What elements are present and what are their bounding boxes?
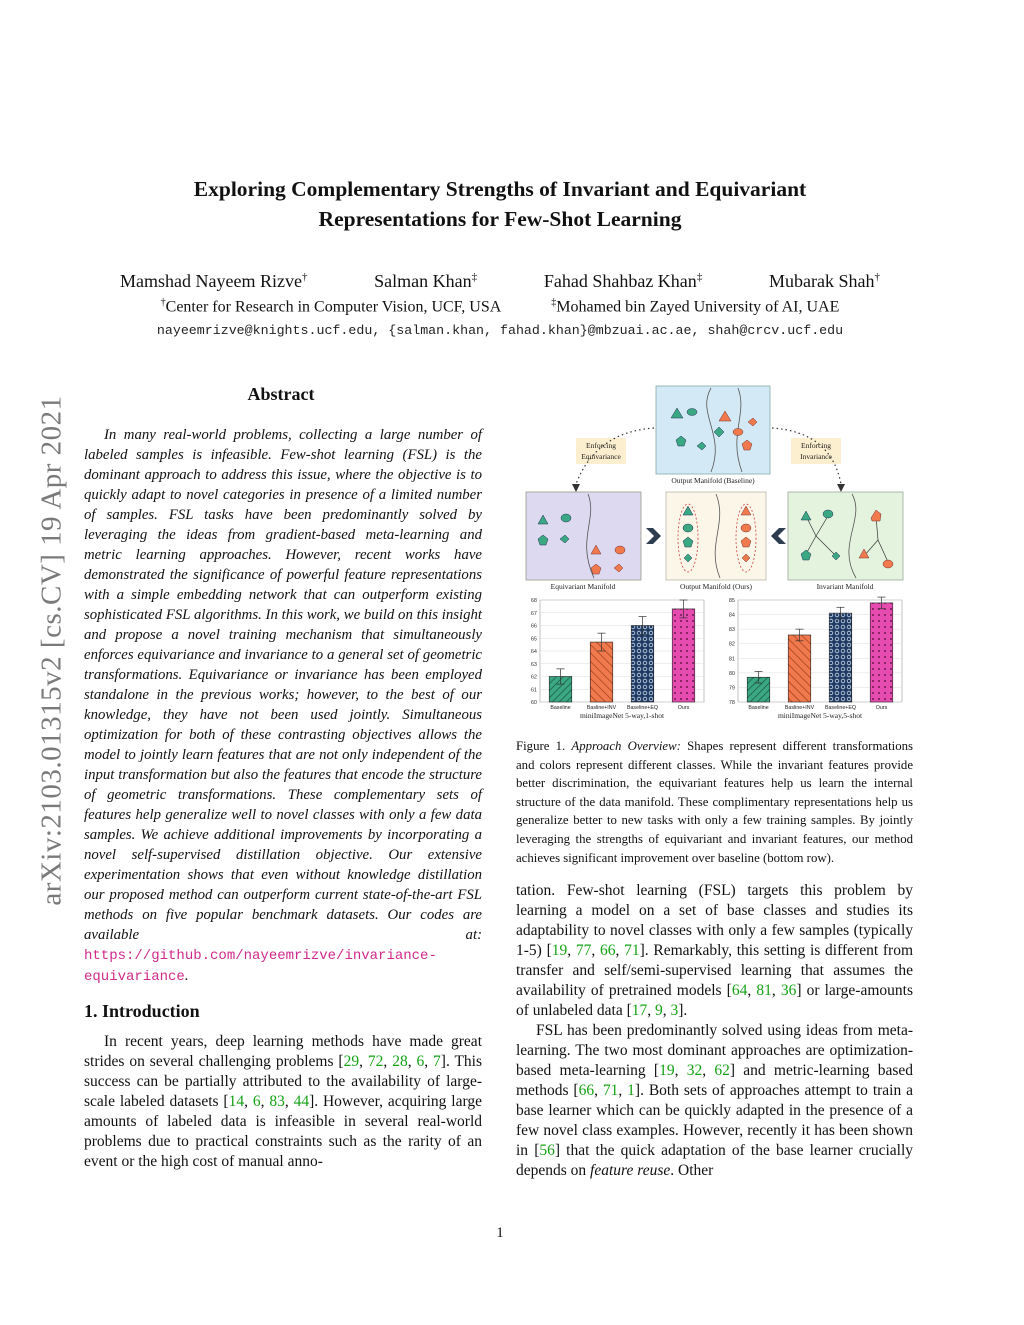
body-text: ]. Both sets of approaches attempt to train a base learner which can be quickly adapted in the presence of a few novel class examples. However, recently it has been shown in [: [516, 1082, 914, 1160]
affiliation: [161, 297, 502, 316]
y-tick-label: 79: [728, 685, 735, 692]
y-tick-label: 64: [530, 649, 537, 655]
chart-1shot: [531, 598, 704, 720]
affiliation-mark: ‡: [551, 297, 557, 308]
affiliation: [551, 297, 839, 316]
citation-link[interactable]: 71: [624, 942, 640, 960]
citation-link[interactable]: 36: [780, 982, 797, 1000]
abstract-end: .: [184, 968, 189, 984]
bar: [788, 635, 811, 702]
chart-5shot: [729, 597, 902, 720]
citation-link[interactable]: 66: [599, 942, 616, 960]
citation-link[interactable]: 77: [575, 942, 592, 960]
citation-link[interactable]: 19: [659, 1062, 675, 1080]
citation-link[interactable]: 3: [670, 1002, 679, 1020]
label-enforce-invariance-2: Invariance: [800, 452, 832, 461]
label-enforce-equivariance-1: Enforcing: [586, 441, 616, 450]
citation-link[interactable]: 17: [631, 1002, 648, 1020]
author-name: Fahad Shahbaz Khan: [543, 271, 697, 291]
body-text: tation. Few-shot learning (FSL) targets this problem by learning a model on a set of base classes and studies its adaptability to novel classes with only a few samples (typically 1-5) [: [516, 882, 913, 960]
x-axis-label: miniImageNet 5-way,1-shot: [579, 711, 665, 720]
intro-text: ]. However, acquiring large amounts of labeled data is infeasible in several real-world problems due to practical constraints such as the rarity of an event or the high cost of manual anno-: [84, 1093, 482, 1170]
label-invariant-manifold: Invariant Manifold: [816, 582, 874, 591]
baseline-manifold-panel: [656, 386, 770, 474]
citation-link[interactable]: 6: [252, 1093, 261, 1110]
label-output-ours: Output Manifold (Ours): [679, 582, 753, 591]
intro-paragraph: tation. Few-shot learning (FSL) targets this problem by learning a model on a set of base classes and studies its adaptability to novel classes with only a few samples (typically 1-5) [19, 77, 66, 71]. Remarkably, this setting is different from transfer and self/semi-supervised learning that assumes the availability of pretrained models [64, 81, 36] or large-amounts of unlabeled data [17, 9, 3].: [516, 882, 913, 1020]
y-tick-label: 60: [530, 700, 537, 706]
intro-paragraph: In recent years, deep learning methods have made great strides on several challenging problems [29, 72, 28, 6, 7]. This success can be partially attributed to the availability of large-scale labeled datasets [14, 6, 83, 44]. However, acquiring large amounts of labeled data is infeasible in several real-world problems due to practical constraints such as the rarity of an event or the high cost of manual anno-: [84, 1033, 483, 1170]
author-mark: †: [301, 271, 308, 283]
citation-link[interactable]: 6: [416, 1053, 425, 1070]
y-tick-label: 66: [530, 623, 537, 630]
affiliation-text: Mohamed bin Zayed University of AI, UAE: [556, 298, 840, 316]
author: [769, 271, 880, 292]
author-mark: ‡: [471, 271, 478, 283]
author-name: Mubarak Shah: [769, 271, 875, 291]
caption-text: Shapes represent different transformations and colors represent different classes. While the invariant features provide better discrimination, the equivariant features help us learn the internal structure of the data manifold. These complimentary representations help us generalize better to new tasks with only a few training samples. By jointly leveraging the strengths of equivariant and invariant features, our method achieves significant improvement over baseline (bottom row).: [516, 739, 913, 865]
right-body-text: [516, 881, 913, 1181]
author: [544, 271, 702, 292]
y-tick-label: 61: [530, 687, 537, 694]
body-text: ] and metric-learning based methods [: [516, 1062, 914, 1100]
y-tick-label: 82: [728, 641, 735, 648]
bar: [829, 613, 852, 702]
citation-link[interactable]: 83: [269, 1093, 285, 1110]
section-heading-introduction: 1. Introduction: [84, 1001, 200, 1021]
y-tick-label: 81: [728, 656, 735, 663]
y-tick-label: 68: [530, 598, 537, 604]
x-tick-label: Basline+INV: [586, 705, 617, 711]
citation-link[interactable]: 9: [655, 1002, 663, 1020]
body-text: . Other: [670, 1162, 714, 1180]
citation-link[interactable]: 66: [578, 1082, 595, 1100]
author-name: Salman Khan: [374, 271, 472, 291]
citation-link[interactable]: 44: [293, 1093, 310, 1110]
body-emphasis: feature reuse: [590, 1162, 671, 1180]
citation-link[interactable]: 81: [756, 982, 772, 1000]
label-equivariant-manifold: Equivariant Manifold: [550, 582, 616, 591]
abstract-body: In many real-world problems, collecting a large number of labeled samples is infeasible. Few-shot learning (FSL) is the dominant approach to address this issue, where the objective is to quickly adapt to novel categories in presence of a limited number of samples. FSL tasks have been predominantly solved by leveraging the ideas from gradient-based meta-learning and metric learning approaches. However, recent works have demonstrated the significance of powerful feature representations with a simple embedding network that can outperform existing sophisticated FSL algorithms. In this work, we build on this insight and propose a novel training mechanism that simultaneously enforces equivariance and invariance to a general set of geometric transformations. Equivariance or invariance has been employed standalone in the previous works; however, to the best of our knowledge, they have not been used jointly. Simultaneous optimization for both of these contrasting objectives allows the model to jointly learn features that are not only independent of the input transformation but also the features that encode the structure of geometric transformations. These complementary sets of features help generalize well to novel classes with only a few data samples. We achieve additional improvements by incorporating a novel self-supervised distillation objective. Our extensive experimentation shows that even without knowledge distillation our proposed method can outperform current state-of-the-art FSL methods on five popular benchmark datasets. Our codes are available at:: [84, 427, 482, 943]
caption-title: Approach Overview:: [571, 739, 681, 753]
page-number: 1: [496, 1225, 504, 1241]
citation-link[interactable]: 32: [686, 1062, 703, 1080]
y-tick-label: 85: [728, 598, 735, 604]
paper-title: [120, 174, 880, 234]
abstract-text: [84, 425, 482, 987]
x-axis-label: miniImageNet 5-way,5-shot: [777, 711, 863, 720]
intro-text: In recent years, deep learning methods have made great strides on several challenging problems [: [84, 1033, 482, 1070]
bar: [870, 603, 893, 702]
citation-link[interactable]: 19: [551, 942, 568, 960]
affiliation-text: Center for Research in Computer Vision, UCF, USA: [165, 298, 502, 316]
right-column: [516, 384, 913, 1181]
citation-link[interactable]: 72: [367, 1053, 384, 1070]
body-text: ].: [678, 1002, 688, 1020]
body-text: ] that the quick adaptation of the base learner crucially depends on: [516, 1142, 914, 1180]
y-tick-label: 62: [530, 674, 537, 681]
x-tick-label: Baseline+EQ: [626, 705, 659, 711]
label-enforce-equivariance-2: Equivariance: [581, 452, 621, 461]
body-text: ]. Remarkably, this setting is different from transfer and self/semi-supervised learning that assumes the availability of pretrained models [: [516, 942, 913, 1000]
abstract-heading: Abstract: [247, 384, 315, 404]
citation-link[interactable]: 1: [627, 1082, 635, 1100]
x-tick-label: Basline+INV: [784, 705, 815, 711]
citation-link[interactable]: 71: [602, 1082, 619, 1100]
title-line-2: Representations for Few-Shot Learning: [318, 207, 682, 231]
arxiv-identifier: arXiv:2103.01315v2 [cs.CV] 19 Apr 2021: [35, 394, 68, 906]
x-tick-label: Baseline: [748, 705, 769, 711]
affiliation-mark: †: [160, 297, 166, 308]
citation-link[interactable]: 56: [539, 1142, 555, 1160]
bar: [631, 626, 654, 703]
citation-link[interactable]: 14: [228, 1093, 245, 1110]
citation-link[interactable]: 28: [392, 1053, 408, 1070]
figure-1: [516, 384, 913, 729]
intro-text: ]. This success can be partially attributed to the availability of large-scale labeled datasets [: [84, 1053, 483, 1110]
approach-overview-figure: [516, 384, 913, 729]
x-tick-label: Ours: [677, 705, 690, 711]
author-list: [100, 271, 900, 292]
y-tick-label: 63: [530, 661, 537, 668]
affiliations: [100, 297, 900, 316]
y-tick-label: 84: [728, 612, 735, 619]
y-tick-label: 65: [530, 636, 537, 643]
citation-link[interactable]: 64: [731, 982, 748, 1000]
bar: [672, 609, 695, 702]
label-enforce-invariance-1: Enforcing: [801, 441, 831, 450]
y-tick-label: 67: [530, 610, 537, 617]
citation-link[interactable]: 62: [714, 1062, 730, 1080]
author-name: Mamshad Nayeem Rizve: [120, 271, 302, 291]
author-mark: ‡: [696, 271, 703, 283]
author: [120, 271, 307, 292]
x-tick-label: Baseline+EQ: [824, 705, 857, 711]
body-text: ] or large-amounts of unlabeled data [: [516, 982, 913, 1020]
left-column: [84, 384, 482, 1172]
author-emails: nayeemrizve@knights.ucf.edu, {salman.khan, fahad.khan}@mbzuai.ac.ae, shah@crcv.ucf.edu: [156, 323, 844, 338]
intro-paragraph: FSL has been predominantly solved using ideas from meta-learning. The two most dominant approaches are optimization-based meta-learning [19, 32, 62] and metric-learning based methods [66, 71, 1]. Both sets of approaches attempt to train a base learner which can be quickly adapted in the presence of a few novel class examples. However, recently it has been shown in [56] that the quick adaptation of the base learner crucially depends on feature reuse. Other: [516, 1022, 914, 1180]
y-tick-label: 80: [728, 670, 735, 677]
author-mark: †: [874, 271, 880, 283]
caption-label: Figure 1.: [516, 739, 572, 753]
author: [374, 271, 477, 292]
arxiv-stamp: [22, 350, 82, 950]
citation-link[interactable]: 7: [433, 1053, 441, 1070]
citation-link[interactable]: 29: [343, 1053, 360, 1070]
x-tick-label: Baseline: [550, 705, 571, 711]
figure-caption: [516, 737, 913, 867]
code-link[interactable]: https://github.com/nayeemrizve/invariance-equivariance: [84, 948, 437, 985]
title-line-1: Exploring Complementary Strengths of Invariant and Equivariant: [193, 177, 807, 201]
body-text: FSL has been predominantly solved using ideas from meta-learning. The two most dominant approaches are optimization-based meta-learning [: [516, 1022, 913, 1080]
label-output-baseline: Output Manifold (Baseline): [671, 476, 755, 485]
y-tick-label: 83: [728, 627, 735, 634]
x-tick-label: Ours: [875, 705, 888, 711]
y-tick-label: 78: [728, 700, 735, 706]
